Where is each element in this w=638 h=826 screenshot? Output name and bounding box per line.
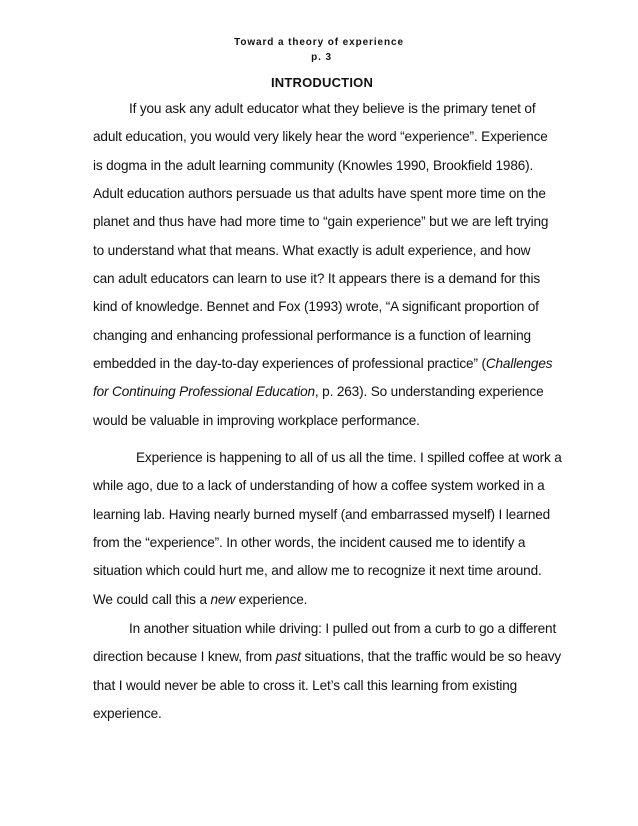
paragraph-line: experience. — [93, 706, 162, 721]
paragraph-line: If you ask any adult educator what they believe is the primary tenet of — [129, 101, 536, 116]
paragraph-line: changing and enhancing professional performance is a function of learning — [93, 328, 531, 343]
italic-word: past — [275, 649, 301, 664]
paragraph-line — [93, 648, 561, 666]
paragraph-line: from the “experience”. In other words, the incident caused me to identify a — [93, 535, 526, 550]
paragraph-line: that I would never be able to cross it. Let’s call this learning from existing — [93, 678, 518, 693]
paragraph-line: kind of knowledge. Bennet and Fox (1993) wrote, “A significant proportion of — [93, 299, 539, 314]
paragraph-line: adult education, you would very likely hear the word “experience”. Experience — [93, 129, 548, 144]
paragraph-line: In another situation while driving: I pulled out from a curb to go a different — [129, 621, 557, 636]
paragraph-line: situation which could hurt me, and allow me to recognize it next time around. — [93, 563, 542, 578]
text-run: direction because I knew, from — [93, 649, 276, 664]
text-run: , p. 263). So understanding experience — [314, 384, 544, 399]
paragraph-line: is dogma in the adult learning community (Knowles 1990, Brookfield 1986). — [93, 158, 534, 173]
paragraph-line: Experience is happening to all of us all the time. I spilled coffee at work a — [136, 450, 562, 465]
italic-word: new — [210, 592, 235, 607]
text-run: embedded in the day-to-day experiences of professional practice” ( — [93, 356, 486, 371]
text-run: experience. — [235, 592, 308, 607]
paragraph-line: would be valuable in improving workplace performance. — [93, 413, 420, 428]
paragraph-line: Adult education authors persuade us that adults have spent more time on the — [93, 186, 546, 201]
paragraph-line: to understand what that means. What exactly is adult experience, and how — [93, 243, 531, 258]
page-number: p. 3 — [311, 52, 332, 63]
paragraph-line: learning lab. Having nearly burned myself (and embarrassed myself) I learned — [93, 507, 551, 522]
text-run: situations, that the traffic would be so heavy — [300, 649, 562, 664]
paragraph-line: can adult educators can learn to use it? It appears there is a demand for this — [93, 271, 540, 286]
text-run: We could call this a — [93, 592, 211, 607]
section-heading: INTRODUCTION — [270, 75, 374, 90]
paragraph-line: while ago, due to a lack of understanding of how a coffee system worked in a — [93, 478, 545, 493]
paragraph-line — [93, 591, 307, 609]
paragraph-line — [93, 355, 552, 373]
paragraph-line — [93, 383, 544, 401]
paragraph-line: planet and thus have had more time to “gain experience” but we are left trying — [93, 214, 549, 229]
italic-title: for Continuing Professional Education — [93, 384, 315, 399]
italic-title: Challenges — [485, 356, 553, 371]
running-head-title: Toward a theory of experience — [234, 37, 404, 48]
